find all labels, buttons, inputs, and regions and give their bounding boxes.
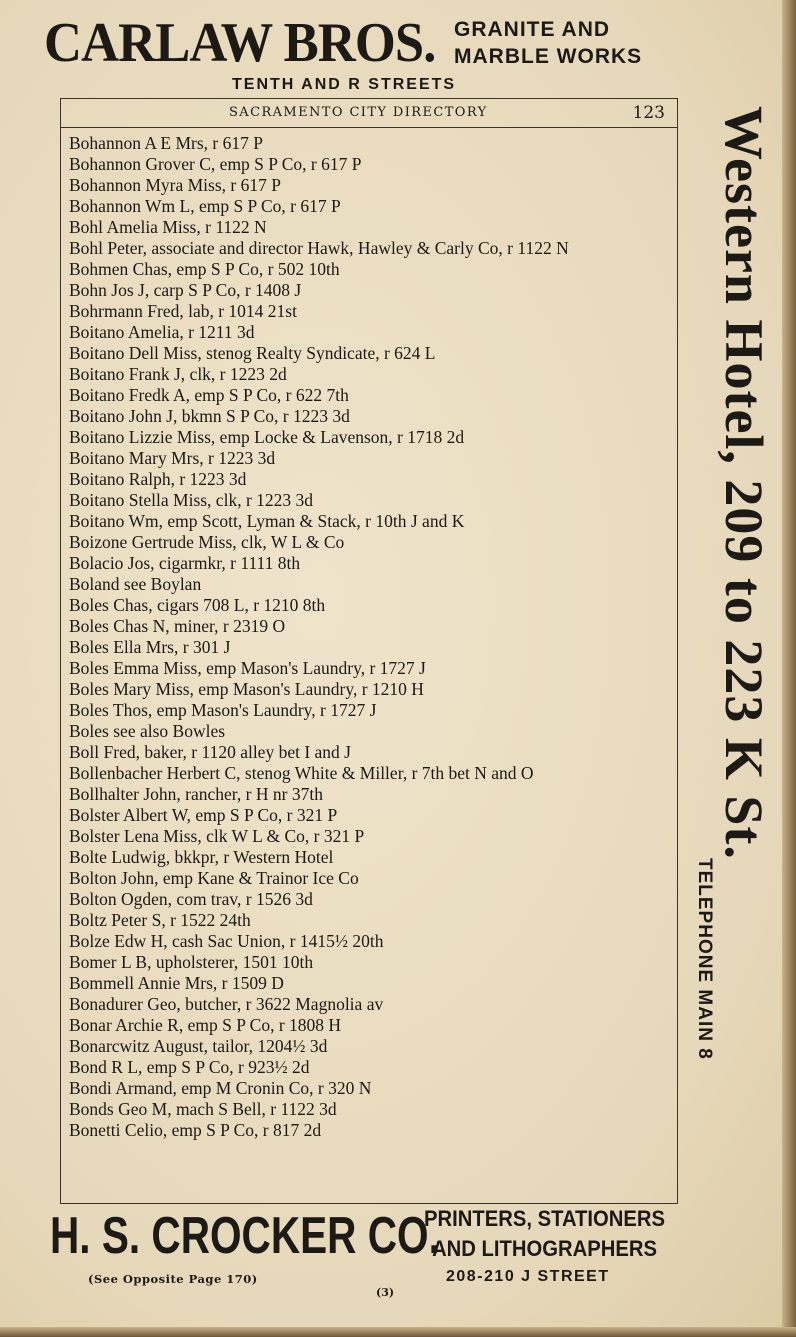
directory-entry: Bomer L B, upholsterer, 1501 10th bbox=[69, 952, 314, 972]
directory-entry: Boitano Stella Miss, clk, r 1223 3d bbox=[69, 490, 314, 510]
directory-entry: Bommell Annie Mrs, r 1509 D bbox=[69, 973, 284, 993]
directory-entry: Bondi Armand, emp M Cronin Co, r 320 N bbox=[69, 1078, 372, 1098]
directory-entry: Bohmen Chas, emp S P Co, r 502 10th bbox=[69, 259, 340, 279]
directory-entry: Bohl Peter, associate and director Hawk, Hawley & Carly Co, r 1122 N bbox=[69, 238, 569, 258]
directory-entry: Bolster Albert W, emp S P Co, r 321 P bbox=[69, 805, 338, 825]
directory-entry: Bolte Ludwig, bkkpr, r Western Hotel bbox=[69, 847, 334, 867]
directory-listing bbox=[69, 133, 669, 1141]
directory-entry: Boles Emma Miss, emp Mason's Laundry, r 1727 J bbox=[69, 658, 426, 678]
directory-entry: Bohannon Grover C, emp S P Co, r 617 P bbox=[69, 154, 362, 174]
bottom-ad-address: 208-210 J STREET bbox=[446, 1268, 610, 1285]
directory-entry: Boitano Fredk A, emp S P Co, r 622 7th bbox=[69, 385, 349, 405]
bottom-ad-tagline bbox=[424, 1204, 665, 1264]
directory-entry: Boles Mary Miss, emp Mason's Laundry, r 1210 H bbox=[69, 679, 424, 699]
directory-entry: Bollhalter John, rancher, r H nr 37th bbox=[69, 784, 323, 804]
side-ad-main: Western Hotel, 209 to 223 K St. bbox=[714, 106, 774, 860]
directory-entry: Boitano John J, bkmn S P Co, r 1223 3d bbox=[69, 406, 350, 426]
directory-entry: Bonetti Celio, emp S P Co, r 817 2d bbox=[69, 1120, 322, 1140]
page-number: 123 bbox=[632, 103, 665, 123]
directory-entry: Bolster Lena Miss, clk W L & Co, r 321 P bbox=[69, 826, 365, 846]
directory-entry: Boitano Mary Mrs, r 1223 3d bbox=[69, 448, 276, 468]
directory-entry: Bonds Geo M, mach S Bell, r 1122 3d bbox=[69, 1099, 337, 1119]
bottom-ad-tagline-line-1: PRINTERS, STATIONERS bbox=[424, 1206, 666, 1231]
directory-entry: Boizone Gertrude Miss, clk, W L & Co bbox=[69, 532, 345, 552]
directory-entry: Bohl Amelia Miss, r 1122 N bbox=[69, 217, 267, 237]
directory-entry: Bohannon A E Mrs, r 617 P bbox=[69, 133, 263, 153]
directory-entry: Bohn Jos J, carp S P Co, r 1408 J bbox=[69, 280, 302, 300]
header-rule bbox=[61, 127, 677, 128]
page-bottom-shadow bbox=[0, 1327, 796, 1337]
directory-entry: Boitano Lizzie Miss, emp Locke & Lavenson, r 1718 2d bbox=[69, 427, 465, 447]
top-ad-tagline bbox=[454, 16, 642, 70]
directory-entry: Bolze Edw H, cash Sac Union, r 1415½ 20th bbox=[69, 931, 384, 951]
directory-entry: Bohrmann Fred, lab, r 1014 21st bbox=[69, 301, 297, 321]
directory-entry: Boitano Ralph, r 1223 3d bbox=[69, 469, 247, 489]
listings-frame bbox=[60, 98, 678, 1204]
directory-entry: Bolton Ogden, com trav, r 1526 3d bbox=[69, 889, 313, 909]
directory-entry: Bolton John, emp Kane & Trainor Ice Co bbox=[69, 868, 359, 888]
directory-entry: Boltz Peter S, r 1522 24th bbox=[69, 910, 251, 930]
directory-entry: Bolacio Jos, cigarmkr, r 1111 8th bbox=[69, 553, 301, 573]
directory-entry: Boitano Dell Miss, stenog Realty Syndicate, r 624 L bbox=[69, 343, 436, 363]
directory-entry: Boles see also Bowles bbox=[69, 721, 226, 741]
directory-entry: Boles Chas N, miner, r 2319 O bbox=[69, 616, 286, 636]
bottom-ad-tagline-line-2: AND LITHOGRAPHERS bbox=[432, 1236, 657, 1261]
directory-entry: Bohannon Wm L, emp S P Co, r 617 P bbox=[69, 196, 341, 216]
top-advertisement bbox=[44, 8, 694, 98]
directory-entry: Boitano Amelia, r 1211 3d bbox=[69, 322, 255, 342]
top-ad-tagline-line-1: GRANITE AND bbox=[454, 18, 611, 41]
directory-entry: Bollenbacher Herbert C, stenog White & Miller, r 7th bet N and O bbox=[69, 763, 534, 783]
directory-entry: Bond R L, emp S P Co, r 923½ 2d bbox=[69, 1057, 310, 1077]
directory-entry: Bonadurer Geo, butcher, r 3622 Magnolia av bbox=[69, 994, 384, 1014]
directory-entry: Boles Chas, cigars 708 L, r 1210 8th bbox=[69, 595, 326, 615]
directory-entry: Bonar Archie R, emp S P Co, r 1808 H bbox=[69, 1015, 342, 1035]
directory-entry: Boitano Wm, emp Scott, Lyman & Stack, r 10th J and K bbox=[69, 511, 465, 531]
top-ad-address: TENTH AND R STREETS bbox=[232, 76, 457, 93]
bottom-ad-note: (See Opposite Page 170) bbox=[88, 1272, 258, 1286]
directory-entry: Boles Ella Mrs, r 301 J bbox=[69, 637, 231, 657]
running-head-title: SACRAMENTO CITY DIRECTORY bbox=[229, 105, 488, 120]
directory-entry: Boitano Frank J, clk, r 1223 2d bbox=[69, 364, 287, 384]
bottom-advertisement bbox=[50, 1204, 710, 1314]
directory-entry: Bonarcwitz August, tailor, 1204½ 3d bbox=[69, 1036, 328, 1056]
top-ad-tagline-line-2: MARBLE WORKS bbox=[454, 45, 643, 68]
directory-entry: Bohannon Myra Miss, r 617 P bbox=[69, 175, 281, 195]
folio-mark: (3) bbox=[376, 1286, 395, 1299]
directory-entry: Boles Thos, emp Mason's Laundry, r 1727 J bbox=[69, 700, 377, 720]
directory-entry: Boll Fred, baker, r 1120 alley bet I and J bbox=[69, 742, 351, 762]
bottom-ad-name: H. S. CROCKER CO. bbox=[50, 1207, 440, 1265]
top-ad-name: CARLAW BROS. bbox=[44, 12, 436, 74]
directory-entry: Boland see Boylan bbox=[69, 574, 202, 594]
side-advertisement bbox=[688, 106, 792, 1206]
side-ad-phone: TELEPHONE MAIN 8 bbox=[694, 858, 715, 1060]
running-head bbox=[61, 105, 677, 127]
